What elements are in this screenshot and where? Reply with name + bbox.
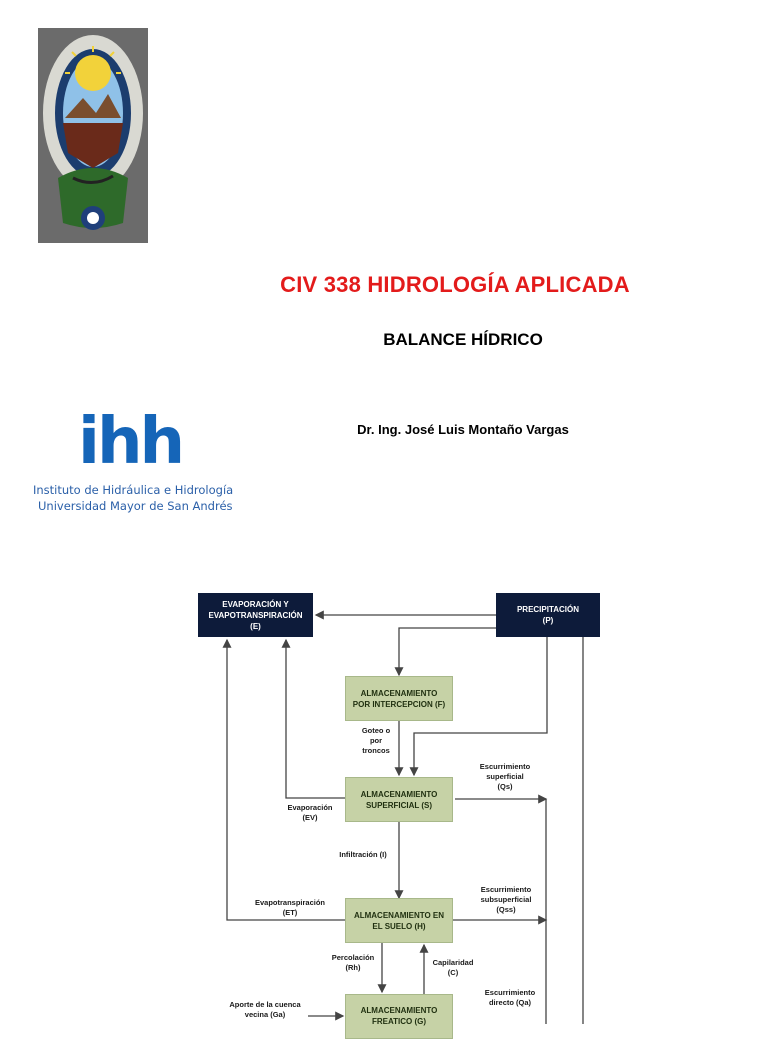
ihh-logo: ihh	[78, 405, 183, 479]
author-name: Dr. Ing. José Luis Montaño Vargas	[357, 422, 569, 437]
box-precipitacion: PRECIPITACIÓN (P)	[496, 593, 600, 637]
label-capilaridad: Capilaridad (C)	[432, 958, 474, 977]
page-subtitle: BALANCE HÍDRICO	[383, 330, 543, 349]
box-superficial: ALMACENAMIENTO SUPERFICIAL (S)	[345, 777, 453, 822]
label-infiltracion: Infiltración (I)	[339, 850, 387, 859]
box-evaporacion: EVAPORACIÓN Y EVAPOTRANSPIRACIÓN (E)	[198, 593, 313, 637]
box-suelo: ALMACENAMIENTO EN EL SUELO (H)	[345, 898, 453, 943]
box-freatico: ALMACENAMIENTO FREATICO (G)	[345, 994, 453, 1039]
label-esc-superficial: Escurrimiento superficial (Qs)	[479, 762, 531, 791]
arrow-precip-to-intercep	[399, 628, 496, 675]
label-percolacion: Percolación (Rh)	[331, 953, 375, 972]
arrow-ev	[286, 640, 345, 798]
label-evapotranspiracion-et: Evapotranspiración (ET)	[254, 898, 326, 917]
box-intercepcion: ALMACENAMIENTO POR INTERCEPCION (F)	[345, 676, 453, 721]
label-esc-subsuperficial: Escurrimiento subsuperficial (Qss)	[480, 885, 532, 914]
course-title: CIV 338 HIDROLOGÍA APLICADA	[280, 272, 630, 297]
label-esc-directo: Escurrimiento directo (Qa)	[484, 988, 536, 1007]
ihh-institute-name: Instituto de Hidráulica e Hidrología	[33, 483, 234, 497]
label-goteo: Goteo o por troncos	[361, 726, 391, 755]
ihh-university-name: Universidad Mayor de San Andrés	[38, 499, 233, 513]
label-aporte: Aporte de la cuenca vecina (Ga)	[229, 1000, 301, 1019]
label-evaporacion-ev: Evaporación (EV)	[287, 803, 333, 822]
